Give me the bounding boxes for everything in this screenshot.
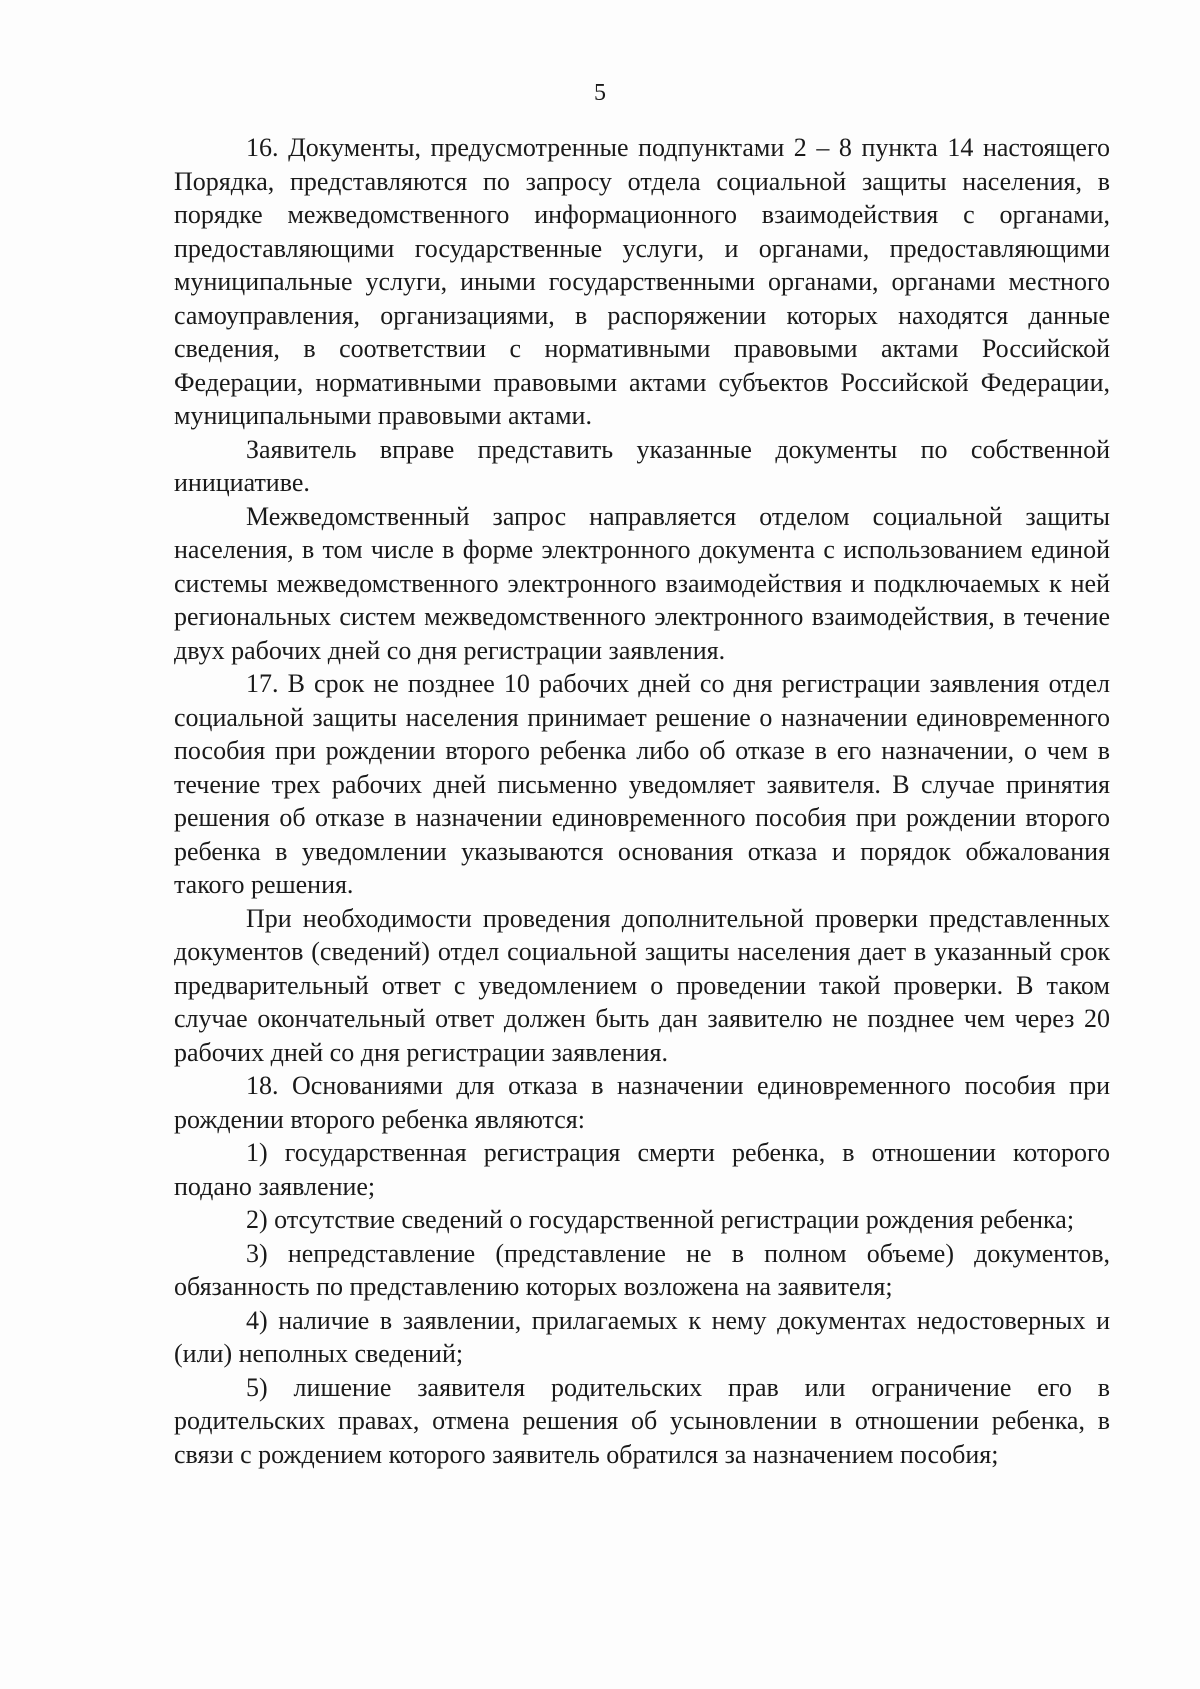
paragraph-interagency-request: Межведомственный запрос направляется отделом социальной защиты населения, в том числе в форме электронного документа с использованием единой системы межведомственного электронного взаимодействия и подключаемых к ней региональных систем межведомственного электронного взаимодействия, в течение двух рабочих дней со дня регистрации заявления. — [174, 501, 1110, 665]
list-item-2: 2) отсутствие сведений о государственной регистрации рождения ребенка; — [246, 1205, 1075, 1234]
paragraph-applicant-right: Заявитель вправе представить указанные документы по собственной инициативе. — [174, 434, 1110, 497]
page-number: 5 — [594, 80, 606, 106]
list-item-5: 5) лишение заявителя родительских прав или ограничение его в родительских правах, отмена решения об усыновлении в отношении ребенка, в связи с рождением которого заявитель обратился за назначением пособия; — [174, 1372, 1110, 1469]
paragraph-18: 18. Основаниями для отказа в назначении единовременного пособия при рождении второго ребенка являются: — [174, 1071, 1110, 1134]
list-item-4: 4) наличие в заявлении, прилагаемых к нему документах недостоверных и (или) неполных сведений; — [174, 1305, 1110, 1368]
paragraph-additional-check: При необходимости проведения дополнительной проверки представленных документов (сведений) отдел социальной защиты населения дает в указанный срок предварительный ответ с уведомлением о проведении такой проверки. В таком случае окончательный ответ должен быть дан заявителю не позднее чем через 20 рабочих дней со дня регистрации заявления. — [174, 903, 1110, 1067]
document-body — [174, 131, 1110, 1471]
paragraph-16: 16. Документы, предусмотренные подпунктами 2 – 8 пункта 14 настоящего Порядка, представляются по запросу отдела социальной защиты населения, в порядке межведомственного информационного взаимодействия с органами, предоставляющими государственные услуги, и органами, предоставляющими муниципальные услуги, иными государственными органами, органами местного самоуправления, организациями, в распоряжении которых находятся данные сведения, в соответствии с нормативными правовыми актами Российской Федерации, нормативными правовыми актами субъектов Российской Федерации, муниципальными правовыми актами. — [174, 133, 1110, 430]
list-item-1: 1) государственная регистрация смерти ребенка, в отношении которого подано заявление; — [174, 1138, 1110, 1201]
paragraph-17: 17. В срок не позднее 10 рабочих дней со дня регистрации заявления отдел социальной защиты населения принимает решение о назначении единовременного пособия при рождении второго ребенка либо об отказе в его назначении, о чем в течение трех рабочих дней письменно уведомляет заявителя. В случае принятия решения об отказе в назначении единовременного пособия при рождении второго ребенка в уведомлении указываются основания отказа и порядок обжалования такого решения. — [174, 669, 1110, 899]
list-item-3: 3) непредставление (представление не в полном объеме) документов, обязанность по представлению которых возложена на заявителя; — [174, 1238, 1110, 1301]
